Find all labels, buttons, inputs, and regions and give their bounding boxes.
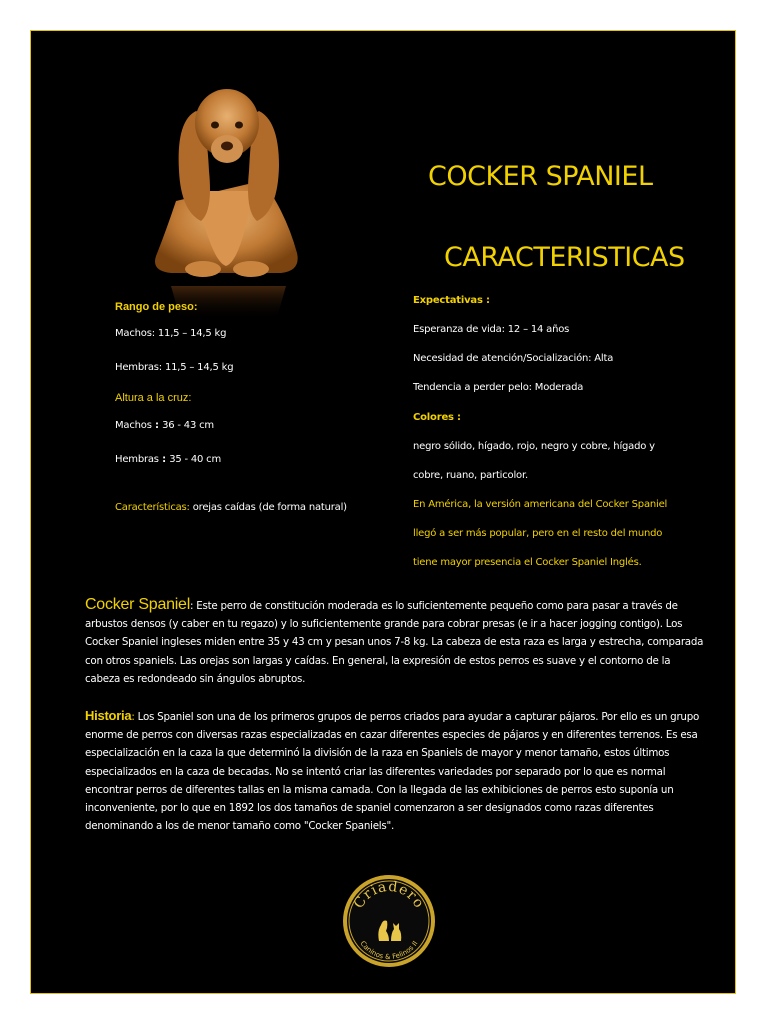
america-line-1: En América, la versión americana del Cocker Spaniel xyxy=(413,499,668,510)
shedding: Tendencia a perder pelo: Moderada xyxy=(413,382,584,393)
cocker-heading: Cocker Spaniel xyxy=(85,596,190,613)
males-height-label: Machos xyxy=(115,420,152,431)
traits-label: Características: xyxy=(115,502,190,513)
page-subtitle: CARACTERISTICAS xyxy=(444,242,685,273)
cocker-spaniel-photo xyxy=(141,61,311,321)
males-height-value: 36 - 43 cm xyxy=(162,420,214,431)
females-height: Hembras : 35 - 40 cm xyxy=(115,454,222,465)
history-heading: Historia xyxy=(85,708,132,723)
cocker-body: : Este perro de constitución moderada es lo suficientemente pequeño como para pasar a través de arbustos densos (y caber en tu regazo) y lo suficientemente grande para cobrar presas (e ir a hacer jogging contigo). Los Cocker Spaniel ingleses miden entre 35 y 43 cm y pesan unos 7-8 kg. La cabeza de esta raza es larga y estrecha, comparada con otros spaniels. Las orejas son largas y caídas. En general, la expresión de estos perros es suave y el contorno de la cabeza es redondeado sin ángulos abruptos. xyxy=(85,600,704,685)
logo-top-text: Criadero xyxy=(350,878,428,912)
colors-line-1: negro sólido, hígado, rojo, negro y cobre, hígado y xyxy=(413,441,655,452)
height-label: Altura a la cruz: xyxy=(115,392,192,404)
colors-line-2: cobre, ruano, particolor. xyxy=(413,470,528,481)
males-height: Machos : 36 - 43 cm xyxy=(115,420,214,431)
history-paragraph: Historia: Los Spaniel son una de los primeros grupos de perros criados para ayudar a capturar pájaros. Por ello es un grupo enorme de perros con diversas razas especializadas en cazar diferentes especies de pájaros y en diferentes terrenos. Es esa especialización en la caza la que determinó la división de la raza en Spaniels de mayor y menor tamaño, estos últimos especializados en la caza de becadas. No se intentó criar las diferentes variedades por separado por lo que es normal encontrar perros de diferentes tallas en la misma camada. Con la llegada de las exhibiciones de perros esto suponía un inconveniente, por lo que en 1892 los dos tamaños de spaniel comenzaron a ser designados como razas diferentes denominando a los de menor tamaño como "Cocker Spaniels". xyxy=(85,708,700,833)
america-line-3: tiene mayor presencia el Cocker Spaniel Inglés. xyxy=(413,557,642,568)
traits-value: orejas caídas (de forma natural) xyxy=(189,502,347,513)
document-page xyxy=(30,30,736,994)
history-body: Los Spaniel son una de los primeros grupos de perros criados para ayudar a capturar pájaros. Por ello es un grupo enorme de perros con diversas razas especializadas en cazar diferentes especies de pájaros y en diferentes terrenos. Es esa especialización en la caza la que determinó la división de la raza en Spaniels de mayor y menor tamaño, estos últimos especializados en la caza de becadas. No se intentó criar las diferentes variedades por separado por lo que es normal encontrar perros de diferentes tallas en la misma camada. Con la llegada de las exhibiciones de perros esto suponía un inconveniente, por lo que en 1892 los dos tamaños de spaniel comenzaron a ser designados como razas diferentes denominando a los de menor tamaño como "Cocker Spaniels". xyxy=(85,711,700,833)
weight-range-label: Rango de peso: xyxy=(115,301,198,313)
cocker-paragraph xyxy=(85,596,705,688)
traits-line xyxy=(115,502,347,513)
females-weight: Hembras: 11,5 – 14,5 kg xyxy=(115,362,234,373)
criadero-logo xyxy=(341,873,437,969)
colors-label: Colores : xyxy=(413,412,461,423)
page-title: COCKER SPANIEL xyxy=(428,161,653,192)
males-weight: Machos: 11,5 – 14,5 kg xyxy=(115,328,227,339)
logo-bottom-text: Caninos & Felinos II xyxy=(358,939,420,962)
america-line-2: llegó a ser más popular, pero en el resto del mundo xyxy=(413,528,663,539)
lifespan: Esperanza de vida: 12 – 14 años xyxy=(413,324,570,335)
expectations-label: Expectativas : xyxy=(413,295,490,306)
females-height-value: 35 - 40 cm xyxy=(169,454,222,465)
females-height-label: Hembras xyxy=(115,454,159,465)
attention-need: Necesidad de atención/Socialización: Alta xyxy=(413,353,614,364)
